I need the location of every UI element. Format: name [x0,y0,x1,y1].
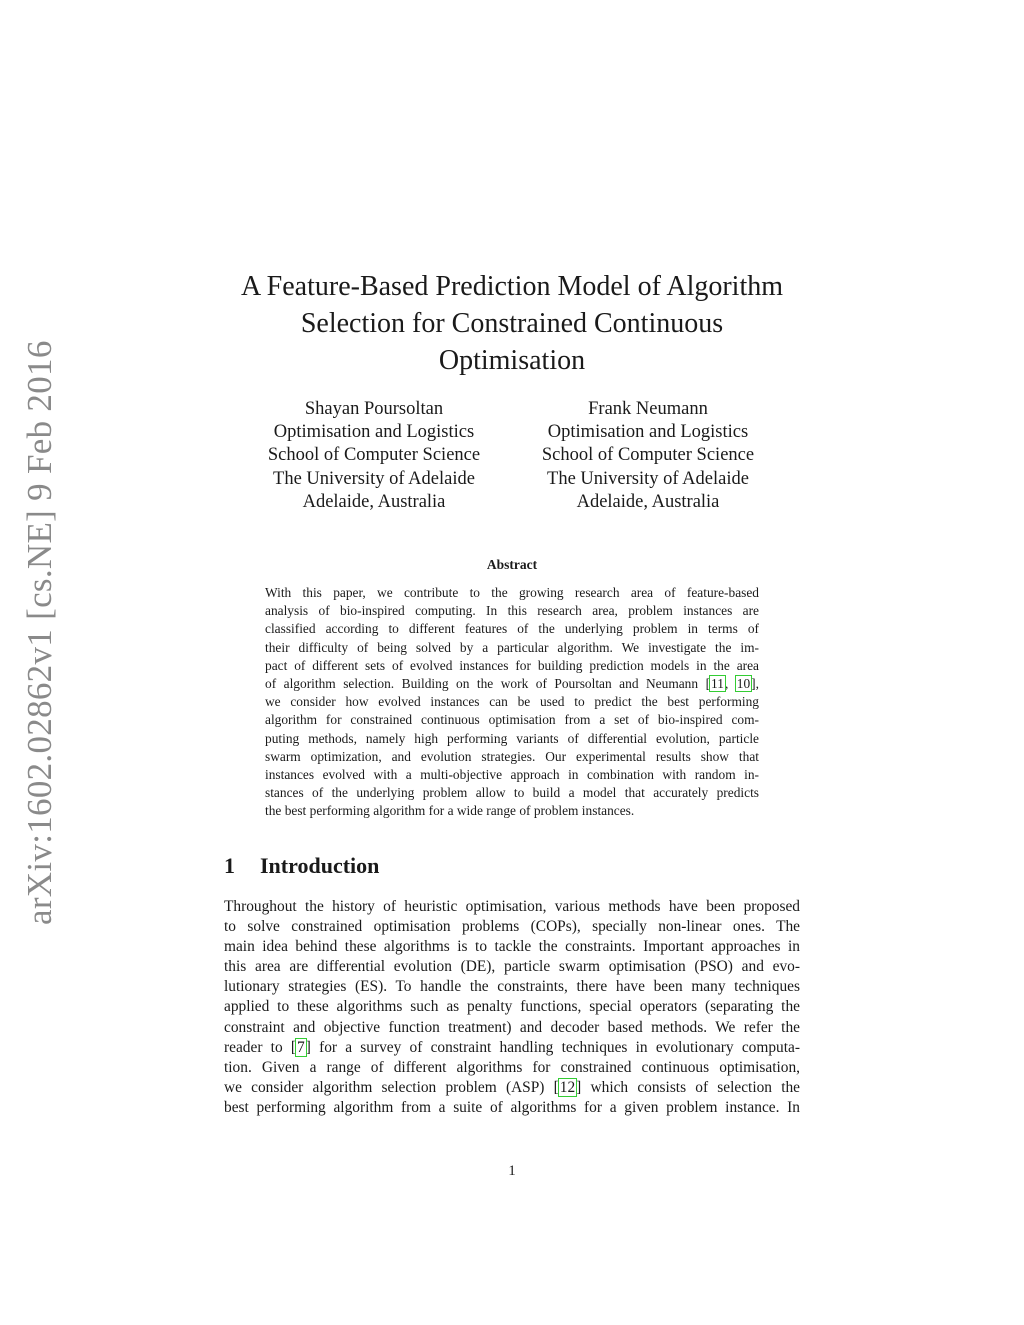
body-line: applied to these algorithms such as penalty functions, special operators (separating the [224,998,800,1016]
body-line: Throughout the history of heuristic optimisation, various methods have been proposed [224,898,800,915]
author-school: School of Computer Science [541,445,755,466]
abstract-line: instances evolved with a multi-objective approach in combination with random in- [265,766,759,782]
citation-link[interactable]: 12 [559,1078,576,1096]
abstract-line: pact of different sets of evolved instances for building prediction models in the area [265,657,759,673]
author-name: Frank Neumann [588,399,708,419]
author-university: The University of Adelaide [273,468,475,489]
author-location: Adelaide, Australia [576,491,720,512]
author-location: Adelaide, Australia [302,491,446,512]
abstract-line: their difficulty of being solved by a particular algorithm. We investigate the im- [265,639,759,655]
citation-link[interactable]: 7 [297,1038,305,1056]
body-line-text: we consider algorithm selection problem (ASP) [224,1078,545,1096]
abstract-body [265,584,759,820]
section-title: Introduction [260,853,380,878]
author-2 [508,398,788,514]
body-line: constraint and objective function treatment) and decoder based methods. We refer the [224,1018,800,1036]
abstract-line: the best performing algorithm for a wide range of problem instances. [265,803,635,819]
page-number: 1 [508,1163,516,1179]
author-name: Shayan Poursoltan [304,399,444,419]
abstract-line: stances of the underlying problem allow to build a model that accurately predicts [265,785,759,801]
author-school: School of Computer Science [267,445,481,466]
author-1 [234,398,514,514]
body-line: tion. Given a range of different algorithms for constrained continuous optimisation, [224,1058,800,1076]
abstract-line: we consider how evolved instances can be used to predict the best performing [265,694,759,710]
body-line-with-citation: reader to [7] for a survey of constraint handling techniques in evolutionary computa- [224,1038,800,1056]
body-line-text: which consists of selection the [590,1078,801,1096]
title-line: Optimisation [438,345,586,376]
citation-link[interactable]: 11 [711,675,724,691]
paper-title [224,268,800,379]
abstract-line: classified according to different features of the underlying problem in terms of [265,621,759,637]
section-number: 1 [224,853,235,878]
body-line: main idea behind these algorithms is to tackle the constraints. Important approaches in [224,938,800,956]
body-line: this area are differential evolution (DE), particle swarm optimisation (PSO) and evo- [224,958,800,976]
body-line-with-citation: we consider algorithm selection problem (ASP) [12] which consists of selection the [224,1078,801,1096]
body-line-text: reader to [224,1038,283,1056]
body-line: best performing algorithm from a suite of algorithms for a given problem instance. In [224,1098,800,1116]
abstract-line: With this paper, we contribute to the growing research area of feature-based [265,585,759,600]
abstract-line: analysis of bio-inspired computing. In this research area, problem instances are [265,603,759,619]
abstract-heading: Abstract [486,557,538,572]
citation-link[interactable]: 10 [736,675,751,691]
body-line-text: for a survey of constraint handling techniques in evolutionary computa- [319,1038,800,1056]
abstract-line: algorithm for constrained continuous optimisation from a set of bio-inspired com- [265,712,759,728]
abstract-line-with-citations: of algorithm selection. Building on the work of Poursoltan and Neumann [11, 10], [265,675,759,691]
section-heading-introduction [224,853,379,879]
title-line: A Feature-Based Prediction Model of Algorithm [240,271,784,302]
title-line: Selection for Constrained Continuous [300,308,724,339]
author-group: Optimisation and Logistics [547,422,749,443]
body-line: lutionary strategies (ES). To handle the constraints, there have been many techniques [224,978,800,996]
author-group: Optimisation and Logistics [273,422,475,443]
arxiv-identifier-stamp: arXiv:1602.02862v1 [cs.NE] 9 Feb 2016 [20,340,59,925]
abstract-line-text: of algorithm selection. Building on the work of Poursoltan and Neumann [265,675,699,691]
author-university: The University of Adelaide [547,468,749,489]
introduction-body [224,897,800,1118]
abstract-line: swarm optimization, and evolution strategies. Our experimental results show that [265,748,759,764]
abstract-line: puting methods, namely high performing variants of differential evolution, particle [265,730,759,746]
body-line: to solve constrained optimisation problems (COPs), specially non-linear ones. The [224,918,800,936]
